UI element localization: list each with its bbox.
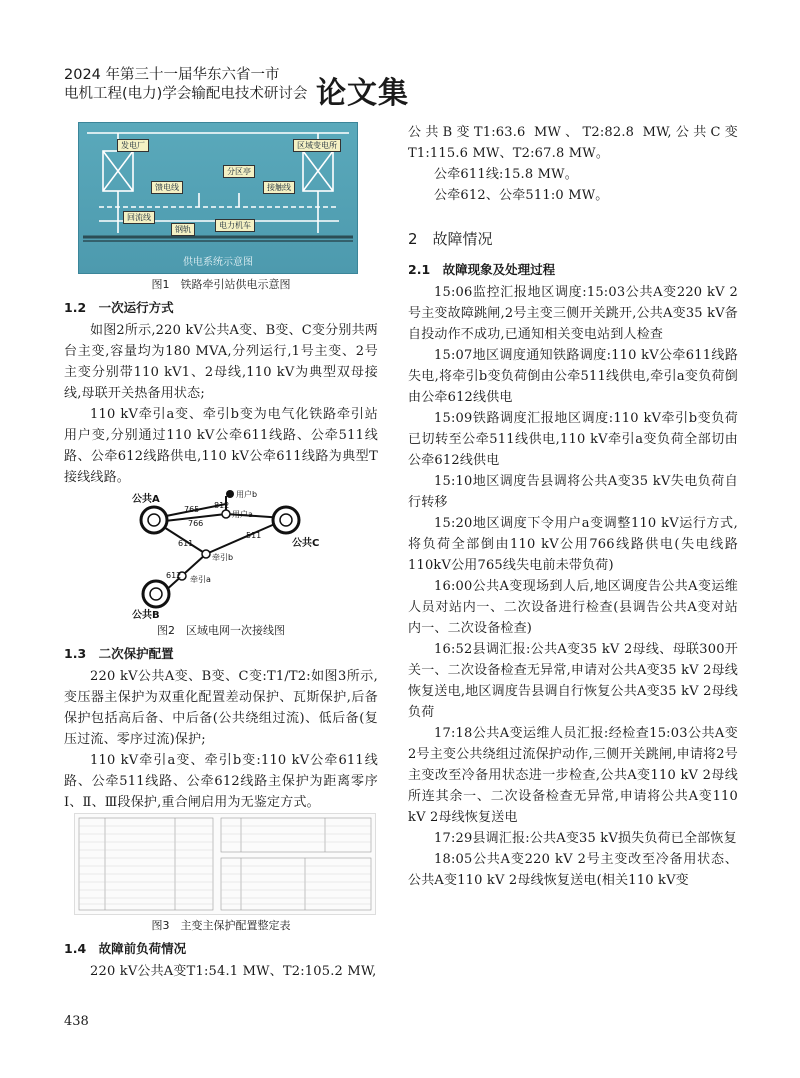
section-1-3-paragraph-2: 110 kV牵引a变、牵引b变:110 kV公牵611线路、公牵511线路、公牵612线路主保护为距离零序Ⅰ、Ⅱ、Ⅲ段保护,重合闸启用为无鉴定方式。 <box>64 753 378 810</box>
fig1-label-catenary: 接触线 <box>263 181 295 194</box>
header-line-1: 2024 年第三十一届华东六省一市 <box>64 67 280 83</box>
figure-3-caption: 图3 主变主保护配置整定表 <box>151 919 291 932</box>
page-number: 438 <box>64 1014 89 1029</box>
fig2-line-765: 765 <box>184 505 200 514</box>
section-2-1-heading: 2.1 故障现象及处理过程 <box>408 262 556 277</box>
event-paragraph: 17:18公共A变运维人员汇报:经检查15:03公共A变2号主变公共绕组过流保护动作,三侧开关跳闸,申请将2号主变改至冷备用状态进一步检查,公共A变110 kV 2母线所连其余一、二次设备检查无异常,申请将公共A变110 kV 2母线恢复送电 <box>408 726 738 825</box>
fig2-node-ua: 用户a <box>232 510 253 519</box>
fig1-label-section-post: 分区亭 <box>223 165 255 178</box>
fig1-label-feeder: 馈电线 <box>151 181 183 194</box>
fig2-line-612: 612 <box>166 571 182 580</box>
page-header <box>64 66 744 111</box>
fig2-node-c: 公共C <box>292 538 320 549</box>
event-paragraph: 16:52县调汇报:公共A变35 kV 2母线、母联300开关一、二次设备检查无异常,申请对公共A变35 kV 2母线恢复送电,地区调度告县调自行恢复公共A变35 kV 2母线负荷 <box>408 642 738 720</box>
fig2-line-812: 812 <box>214 501 230 510</box>
load-paragraph-612-511: 公牵612、公牵511:0 MW。 <box>434 188 609 203</box>
header-proceedings-title: 论文集 <box>316 76 409 111</box>
right-column <box>408 122 738 891</box>
fig2-node-b: 公共B <box>132 610 160 620</box>
header-line-2: 电机工程(电力)学会输配电技术研讨会 <box>64 86 308 102</box>
fig1-label-substation: 区域变电所 <box>293 139 341 152</box>
fig1-label-rail: 钢轨 <box>171 223 195 236</box>
event-paragraph: 15:07地区调度通知铁路调度:110 kV公牵611线路失电,将牵引b变负荷倒由公牵511线供电,牵引a变负荷倒由公牵612线供电 <box>408 348 738 405</box>
fig2-node-qa: 牵引a <box>190 575 211 584</box>
event-paragraph: 17:29县调汇报:公共A变35 kV损失负荷已全部恢复 <box>434 831 737 846</box>
section-1-3-heading: 1.3 二次保护配置 <box>64 646 174 661</box>
fig1-label-return-line: 回流线 <box>123 211 155 224</box>
event-paragraph: 15:06监控汇报地区调度:15:03公共A变220 kV 2号主变故障跳闸,2号主变三侧开关跳开,公共A变35 kV备自投动作不成功,已通知相关变电站到人检查 <box>408 285 738 342</box>
section-1-2-heading: 1.2 一次运行方式 <box>64 300 174 315</box>
section-1-3-paragraph-1: 220 kV公共A变、B变、C变:T1/T2:如图3所示,变压器主保护为双重化配置差动保护、瓦斯保护,后备保护包括高后备、中后备(公共绕组过流)、低后备(复压过流、零序过流)保护; <box>64 669 378 747</box>
fig2-line-766: 766 <box>188 519 204 528</box>
load-paragraph-continued: 公共B变T1:63.6 MW、T2:82.8 MW,公共C变T1:115.6 MW、T2:67.8 MW。 <box>408 125 738 161</box>
fig2-node-ub: 用户b <box>236 490 258 499</box>
fig1-label-locomotive: 电力机车 <box>215 219 255 232</box>
section-1-4-paragraph-1: 220 kV公共A变T1:54.1 MW、T2:105.2 MW, <box>90 964 377 979</box>
figure-3-drawing <box>75 814 375 914</box>
figure-2-diagram <box>126 488 326 620</box>
fig1-label-power-plant: 发电厂 <box>117 139 149 152</box>
fig1-image-title: 供电系统示意图 <box>183 257 253 268</box>
event-paragraph: 15:09铁路调度汇报地区调度:110 kV牵引b变负荷已切转至公牵511线供电,110 kV牵引a变负荷全部切由公牵612线供电 <box>408 411 738 468</box>
figure-1-image <box>78 122 358 274</box>
event-paragraph: 15:20地区调度下令用户a变调整110 kV运行方式,将负荷全部倒由110 kV公用766线路供电(失电线路110kV公用765线失电前未带负荷) <box>408 516 738 573</box>
left-column <box>64 122 378 982</box>
section-2-heading: 2 故障情况 <box>408 230 493 248</box>
figure-3-table-image <box>74 813 376 915</box>
section-1-4-heading: 1.4 故障前负荷情况 <box>64 941 187 956</box>
figure-2-caption: 图2 区域电网一次接线图 <box>157 624 285 637</box>
load-paragraph-611: 公牵611线:15.8 MW。 <box>434 167 578 182</box>
section-1-2-paragraph-1: 如图2所示,220 kV公共A变、B变、C变分别共两台主变,容量均为180 MVA,分列运行,1号主变、2号主变分别带110 kV1、2母线,110 kV为典型双母接线,母联开关热备用状态; <box>64 323 378 401</box>
event-paragraph: 18:05公共A变220 kV 2号主变改至冷备用状态、公共A变110 kV 2母线恢复送电(相关110 kV变 <box>408 852 738 888</box>
fig2-node-a: 公共A <box>132 494 160 505</box>
fig2-line-511: 511 <box>246 531 262 540</box>
event-paragraph: 16:00公共A变现场到人后,地区调度告公共A变运维人员对站内一、二次设备进行检查(县调告公共A变对站内一、二次设备检查) <box>408 579 738 636</box>
figure-1-caption: 图1 铁路牵引站供电示意图 <box>151 278 291 291</box>
fig2-node-qb: 牵引b <box>212 553 234 562</box>
event-paragraph: 15:10地区调度告县调将公共A变35 kV失电负荷自行转移 <box>408 474 738 510</box>
figure-2-drawing <box>126 488 326 620</box>
fig2-line-611: 611 <box>178 539 194 548</box>
section-1-2-paragraph-2: 110 kV牵引a变、牵引b变为电气化铁路牵引站用户变,分别通过110 kV公牵611线路、公牵511线路、公牵612线路供电,110 kV公牵611线路为典型T接线线路。 <box>64 407 378 485</box>
